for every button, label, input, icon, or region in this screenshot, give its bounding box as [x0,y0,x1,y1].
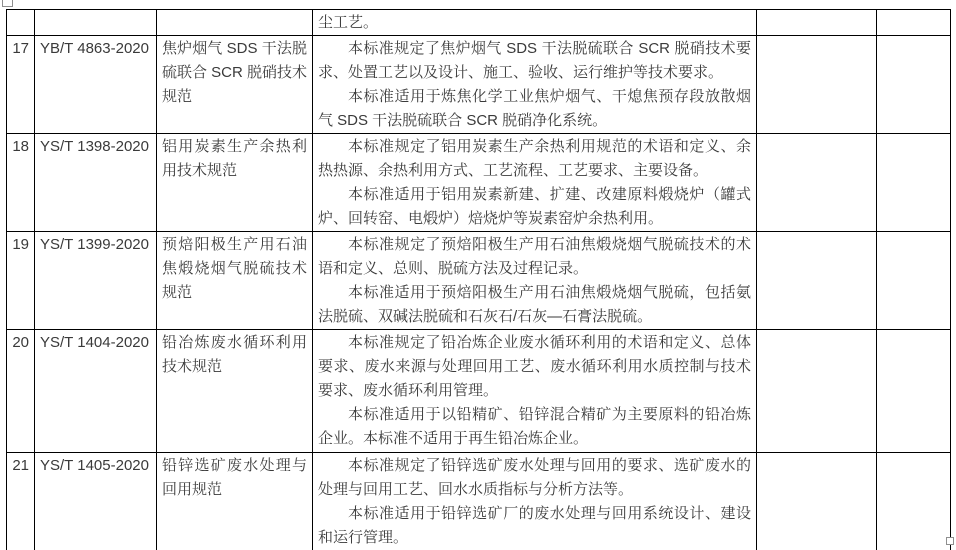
cell-number[interactable] [7,10,35,36]
cell-empty[interactable] [877,232,951,330]
description-paragraph: 本标准适用于铅锌选矿厂的废水处理与回用系统设计、建设和运行管理。 [318,505,751,546]
standards-table [6,9,951,550]
table-row [7,134,951,232]
description-paragraph: 本标准规定了铅锌选矿废水处理与回用的要求、选矿废水的处理与回用工艺、回水水质指标与分析方法等。 [318,457,751,498]
cell-number[interactable]: 20 [7,330,35,453]
cell-standard-name[interactable] [157,10,313,36]
cell-standard-code[interactable]: YS/T 1404-2020 [35,330,157,453]
table-resize-handle[interactable] [946,537,954,545]
table-row [7,453,951,550]
cell-standard-name[interactable]: 预焙阳极生产用石油焦煅烧烟气脱硫技术规范 [157,232,313,330]
cell-description[interactable] [313,330,757,453]
description-paragraph: 本标准适用于以铅精矿、铅锌混合精矿为主要原料的铅冶炼企业。本标准不适用于再生铅冶炼企业。 [318,406,751,447]
carryover-text: 尘工艺。 [318,14,379,31]
cell-empty[interactable] [877,134,951,232]
table-row [7,36,951,134]
table-row [7,330,951,453]
cell-standard-code[interactable]: YB/T 4863-2020 [35,36,157,134]
cell-standard-name[interactable]: 焦炉烟气 SDS 干法脱硫联合 SCR 脱硝技术规范 [157,36,313,134]
cell-empty[interactable] [757,330,877,453]
cell-description[interactable] [313,134,757,232]
cell-description[interactable] [313,10,757,36]
cell-number[interactable]: 18 [7,134,35,232]
description-paragraph: 本标准规定了铅冶炼企业废水循环利用的术语和定义、总体要求、废水来源与处理回用工艺、废水循环利用水质控制与技术要求、废水循环利用管理。 [318,334,751,399]
cell-standard-name[interactable]: 铅冶炼废水循环利用技术规范 [157,330,313,453]
cell-empty[interactable] [757,453,877,550]
cell-standard-code[interactable]: YS/T 1405-2020 [35,453,157,550]
cell-description[interactable] [313,453,757,550]
cell-empty[interactable] [877,453,951,550]
cell-standard-name[interactable]: 铅锌选矿废水处理与回用规范 [157,453,313,550]
cell-number[interactable]: 17 [7,36,35,134]
table-row [7,232,951,330]
description-paragraph: 本标准适用于铝用炭素新建、扩建、改建原料煅烧炉（罐式炉、回转窑、电煅炉）焙烧炉等炭素窑炉余热利用。 [318,186,751,227]
description-paragraph: 本标准适用于炼焦化学工业焦炉烟气、干熄焦预存段放散烟气 SDS 干法脱硫联合 SCR 脱硝净化系统。 [318,88,751,129]
table-row-carryover [7,10,951,36]
cell-standard-code[interactable]: YS/T 1398-2020 [35,134,157,232]
cell-number[interactable]: 19 [7,232,35,330]
cell-standard-name[interactable]: 铝用炭素生产余热利用技术规范 [157,134,313,232]
cell-standard-code[interactable]: YS/T 1399-2020 [35,232,157,330]
cell-description[interactable] [313,232,757,330]
cell-number[interactable]: 21 [7,453,35,550]
cell-description[interactable] [313,36,757,134]
cell-empty[interactable] [877,10,951,36]
description-paragraph: 本标准规定了预焙阳极生产用石油焦煅烧烟气脱硫技术的术语和定义、总则、脱硫方法及过程记录。 [318,236,751,277]
cell-empty[interactable] [757,36,877,134]
cell-empty[interactable] [877,330,951,453]
cell-empty[interactable] [877,36,951,134]
cell-empty[interactable] [757,134,877,232]
cell-standard-code[interactable] [35,10,157,36]
table-move-handle[interactable] [2,0,13,7]
cell-empty[interactable] [757,232,877,330]
description-paragraph: 本标准规定了铝用炭素生产余热利用规范的术语和定义、余热热源、余热利用方式、工艺流程、工艺要求、主要设备。 [318,138,751,179]
cell-empty[interactable] [757,10,877,36]
description-paragraph: 本标准规定了焦炉烟气 SDS 干法脱硫联合 SCR 脱硝技术要求、处置工艺以及设计、施工、验收、运行维护等技术要求。 [318,40,751,81]
description-paragraph: 本标准适用于预焙阳极生产用石油焦煅烧烟气脱硫，包括氨法脱硫、双碱法脱硫和石灰石/石灰—石膏法脱硫。 [318,284,751,325]
